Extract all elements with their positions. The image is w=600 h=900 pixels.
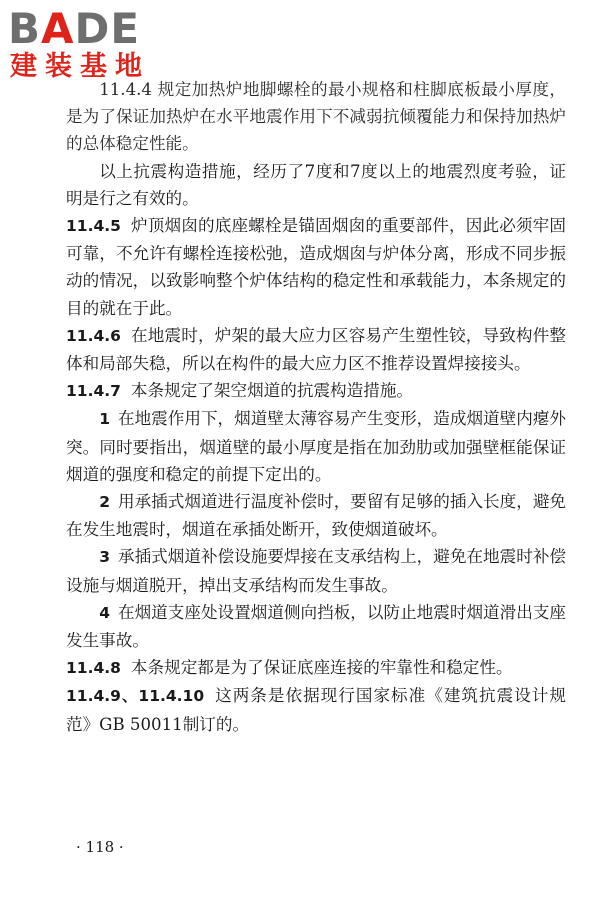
clause-number: 11.4.9、11.4.10 xyxy=(66,687,205,706)
clause-number: 11.4.8 xyxy=(66,659,121,678)
clause-text: 本条规定了架空烟道的抗震构造措施。 xyxy=(130,381,414,401)
item-text: 在烟道支座处设置烟道侧向挡板，以防止地震时烟道滑出支座发生事故。 xyxy=(66,602,567,651)
clause-11-4-5 xyxy=(66,212,566,322)
document-body xyxy=(66,76,566,738)
list-item-4 xyxy=(66,599,566,654)
paragraph-summary xyxy=(66,158,566,212)
item-text: 承插式烟道补偿设施要焊接在支承结构上，避免在地震时补偿设施与烟道脱开，掉出支承结构而发生事故。 xyxy=(66,547,567,595)
page-number: · 118 · xyxy=(76,838,124,856)
item-number: 2 xyxy=(99,493,110,512)
clause-11-4-7 xyxy=(66,377,566,405)
watermark-logo xyxy=(8,6,178,86)
clause-text: 在地震时，炉架的最大应力区容易产生塑性铰，导致构件整体和局部失稳，所以在构件的最大应力区不推荐设置焊接接头。 xyxy=(66,325,566,374)
paragraph-11-4-4 xyxy=(66,76,566,158)
list-item-1 xyxy=(66,405,566,488)
clause-number: 11.4.5 xyxy=(66,217,121,236)
clause-11-4-6 xyxy=(66,322,566,377)
clause-number: 11.4.7 xyxy=(66,382,121,401)
item-number: 3 xyxy=(99,548,110,567)
item-number: 4 xyxy=(99,603,110,622)
clause-text: 这两条是依据现行国家标准《建筑抗震设计规范》GB 50011制订的。 xyxy=(66,686,566,734)
clause-11-4-9-10 xyxy=(66,682,566,737)
paragraph-text: 以上抗震构造措施，经历了7度和7度以上的地震烈度考验，证明是行之有效的。 xyxy=(66,161,566,208)
item-number: 1 xyxy=(99,410,110,429)
clause-number: 11.4.6 xyxy=(66,326,121,345)
clause-text: 炉顶烟囱的底座螺栓是锚固烟囱的重要部件，因此必须牢固可靠，不允许有螺栓连接松弛，造成烟囱与炉体分离，形成不同步振动的情况，以致影响整个炉体结构的稳定性和承载能力，本条规定的目的就在于此。 xyxy=(66,216,566,318)
logo-wordmark: BADE xyxy=(8,4,141,53)
clause-11-4-8 xyxy=(66,654,566,682)
item-text: 在地震作用下，烟道壁太薄容易产生变形，造成烟道壁内瘪外突。同时要指出，烟道壁的最小厚度是指在加劲肋或加强壁框能保证烟道的强度和稳定的前提下定出的。 xyxy=(66,409,567,484)
list-item-3 xyxy=(66,543,566,598)
list-item-2 xyxy=(66,488,566,543)
logo-subtitle: 建装基地 xyxy=(10,51,150,82)
paragraph-text: 11.4.4 规定加热炉地脚螺栓的最小规格和柱脚底板最小厚度，是为了保证加热炉在水平地震作用下不减弱抗倾覆能力和保持加热炉的总体稳定性能。 xyxy=(66,80,566,154)
item-text: 用承插式烟道进行温度补偿时，要留有足够的插入长度，避免在发生地震时，烟道在承插处断开，致使烟道破坏。 xyxy=(66,492,567,540)
clause-text: 本条规定都是为了保证底座连接的牢靠性和稳定性。 xyxy=(130,658,513,678)
